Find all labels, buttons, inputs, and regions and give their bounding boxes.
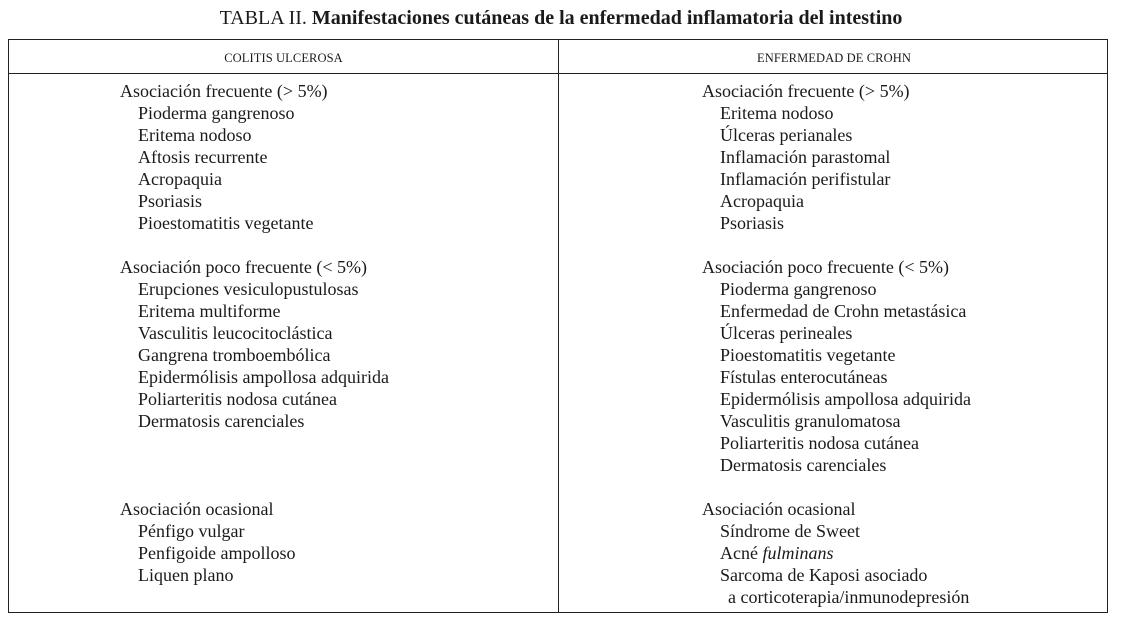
list-item: Síndrome de Sweet	[720, 521, 860, 541]
column-header-colitis: COLITIS ULCEROSA	[224, 51, 343, 65]
list-item: Pioderma gangrenoso	[138, 103, 295, 123]
crohn-infrequent-group	[702, 256, 971, 476]
group-title: Asociación poco frecuente (< 5%)	[120, 257, 368, 277]
list-item: Psoriasis	[138, 191, 203, 211]
list-item: Fístulas enterocutáneas	[720, 367, 888, 387]
list-item: Sarcoma de Kaposi asociado	[720, 565, 928, 585]
list-item: Inflamación parastomal	[720, 147, 891, 167]
caption-prefix: TABLA II.	[219, 7, 307, 29]
list-item: Vasculitis granulomatosa	[720, 411, 901, 431]
list-item: Eritema nodoso	[138, 125, 252, 145]
list-item: Enfermedad de Crohn metastásica	[720, 301, 967, 321]
list-item: Acropaquia	[720, 191, 804, 211]
colitis-infrequent-group	[120, 256, 389, 432]
list-item: Penfigoide ampolloso	[138, 543, 296, 563]
list-item: Epidermólisis ampollosa adquirida	[138, 367, 389, 387]
list-item: Psoriasis	[720, 213, 785, 233]
list-item: Pioderma gangrenoso	[720, 279, 877, 299]
list-item: Úlceras perianales	[720, 125, 853, 145]
group-title: Asociación ocasional	[702, 499, 856, 519]
list-item: Gangrena tromboembólica	[138, 345, 331, 365]
colitis-frequent-group	[120, 80, 389, 234]
crohn-occasional-group	[702, 498, 971, 608]
acne-italic: fulminans	[762, 543, 834, 563]
acne-prefix: Acné	[720, 543, 758, 563]
list-item: Pioestomatitis vegetante	[138, 213, 314, 233]
list-item: Liquen plano	[138, 565, 234, 585]
column-header-crohn: ENFERMEDAD DE CROHN	[757, 51, 911, 65]
list-item: Úlceras perineales	[720, 323, 853, 343]
list-item: Eritema nodoso	[720, 103, 834, 123]
list-item: Dermatosis carenciales	[138, 411, 305, 431]
list-item: Pénfigo vulgar	[138, 521, 245, 541]
list-item: Erupciones vesiculopustulosas	[138, 279, 359, 299]
list-item: Vasculitis leucocitoclástica	[138, 323, 333, 343]
list-item: Eritema multiforme	[138, 301, 281, 321]
colitis-column	[120, 80, 389, 586]
group-title: Asociación ocasional	[120, 499, 274, 519]
table-caption	[0, 5, 1122, 31]
list-item: Aftosis recurrente	[138, 147, 268, 167]
list-item-acne	[702, 542, 971, 564]
list-item: Poliarteritis nodosa cutánea	[720, 433, 919, 453]
list-item: Inflamación perifistular	[720, 169, 891, 189]
list-item: Dermatosis carenciales	[720, 455, 887, 475]
colitis-occasional-group	[120, 498, 389, 586]
group-title: Asociación frecuente (> 5%)	[120, 81, 328, 101]
crohn-column	[702, 80, 971, 608]
crohn-frequent-group	[702, 80, 971, 234]
manifestations-table	[8, 39, 1108, 613]
group-title: Asociación frecuente (> 5%)	[702, 81, 910, 101]
caption-title: Manifestaciones cutáneas de la enfermedad inflamatoria del intestino	[311, 7, 903, 29]
list-item: Epidermólisis ampollosa adquirida	[720, 389, 971, 409]
list-item: Poliarteritis nodosa cutánea	[138, 389, 337, 409]
list-item-continuation: a corticoterapia/inmunodepresión	[728, 587, 970, 607]
column-divider	[558, 40, 559, 612]
list-item: Pioestomatitis vegetante	[720, 345, 896, 365]
list-item: Acropaquia	[138, 169, 222, 189]
group-title: Asociación poco frecuente (< 5%)	[702, 257, 950, 277]
